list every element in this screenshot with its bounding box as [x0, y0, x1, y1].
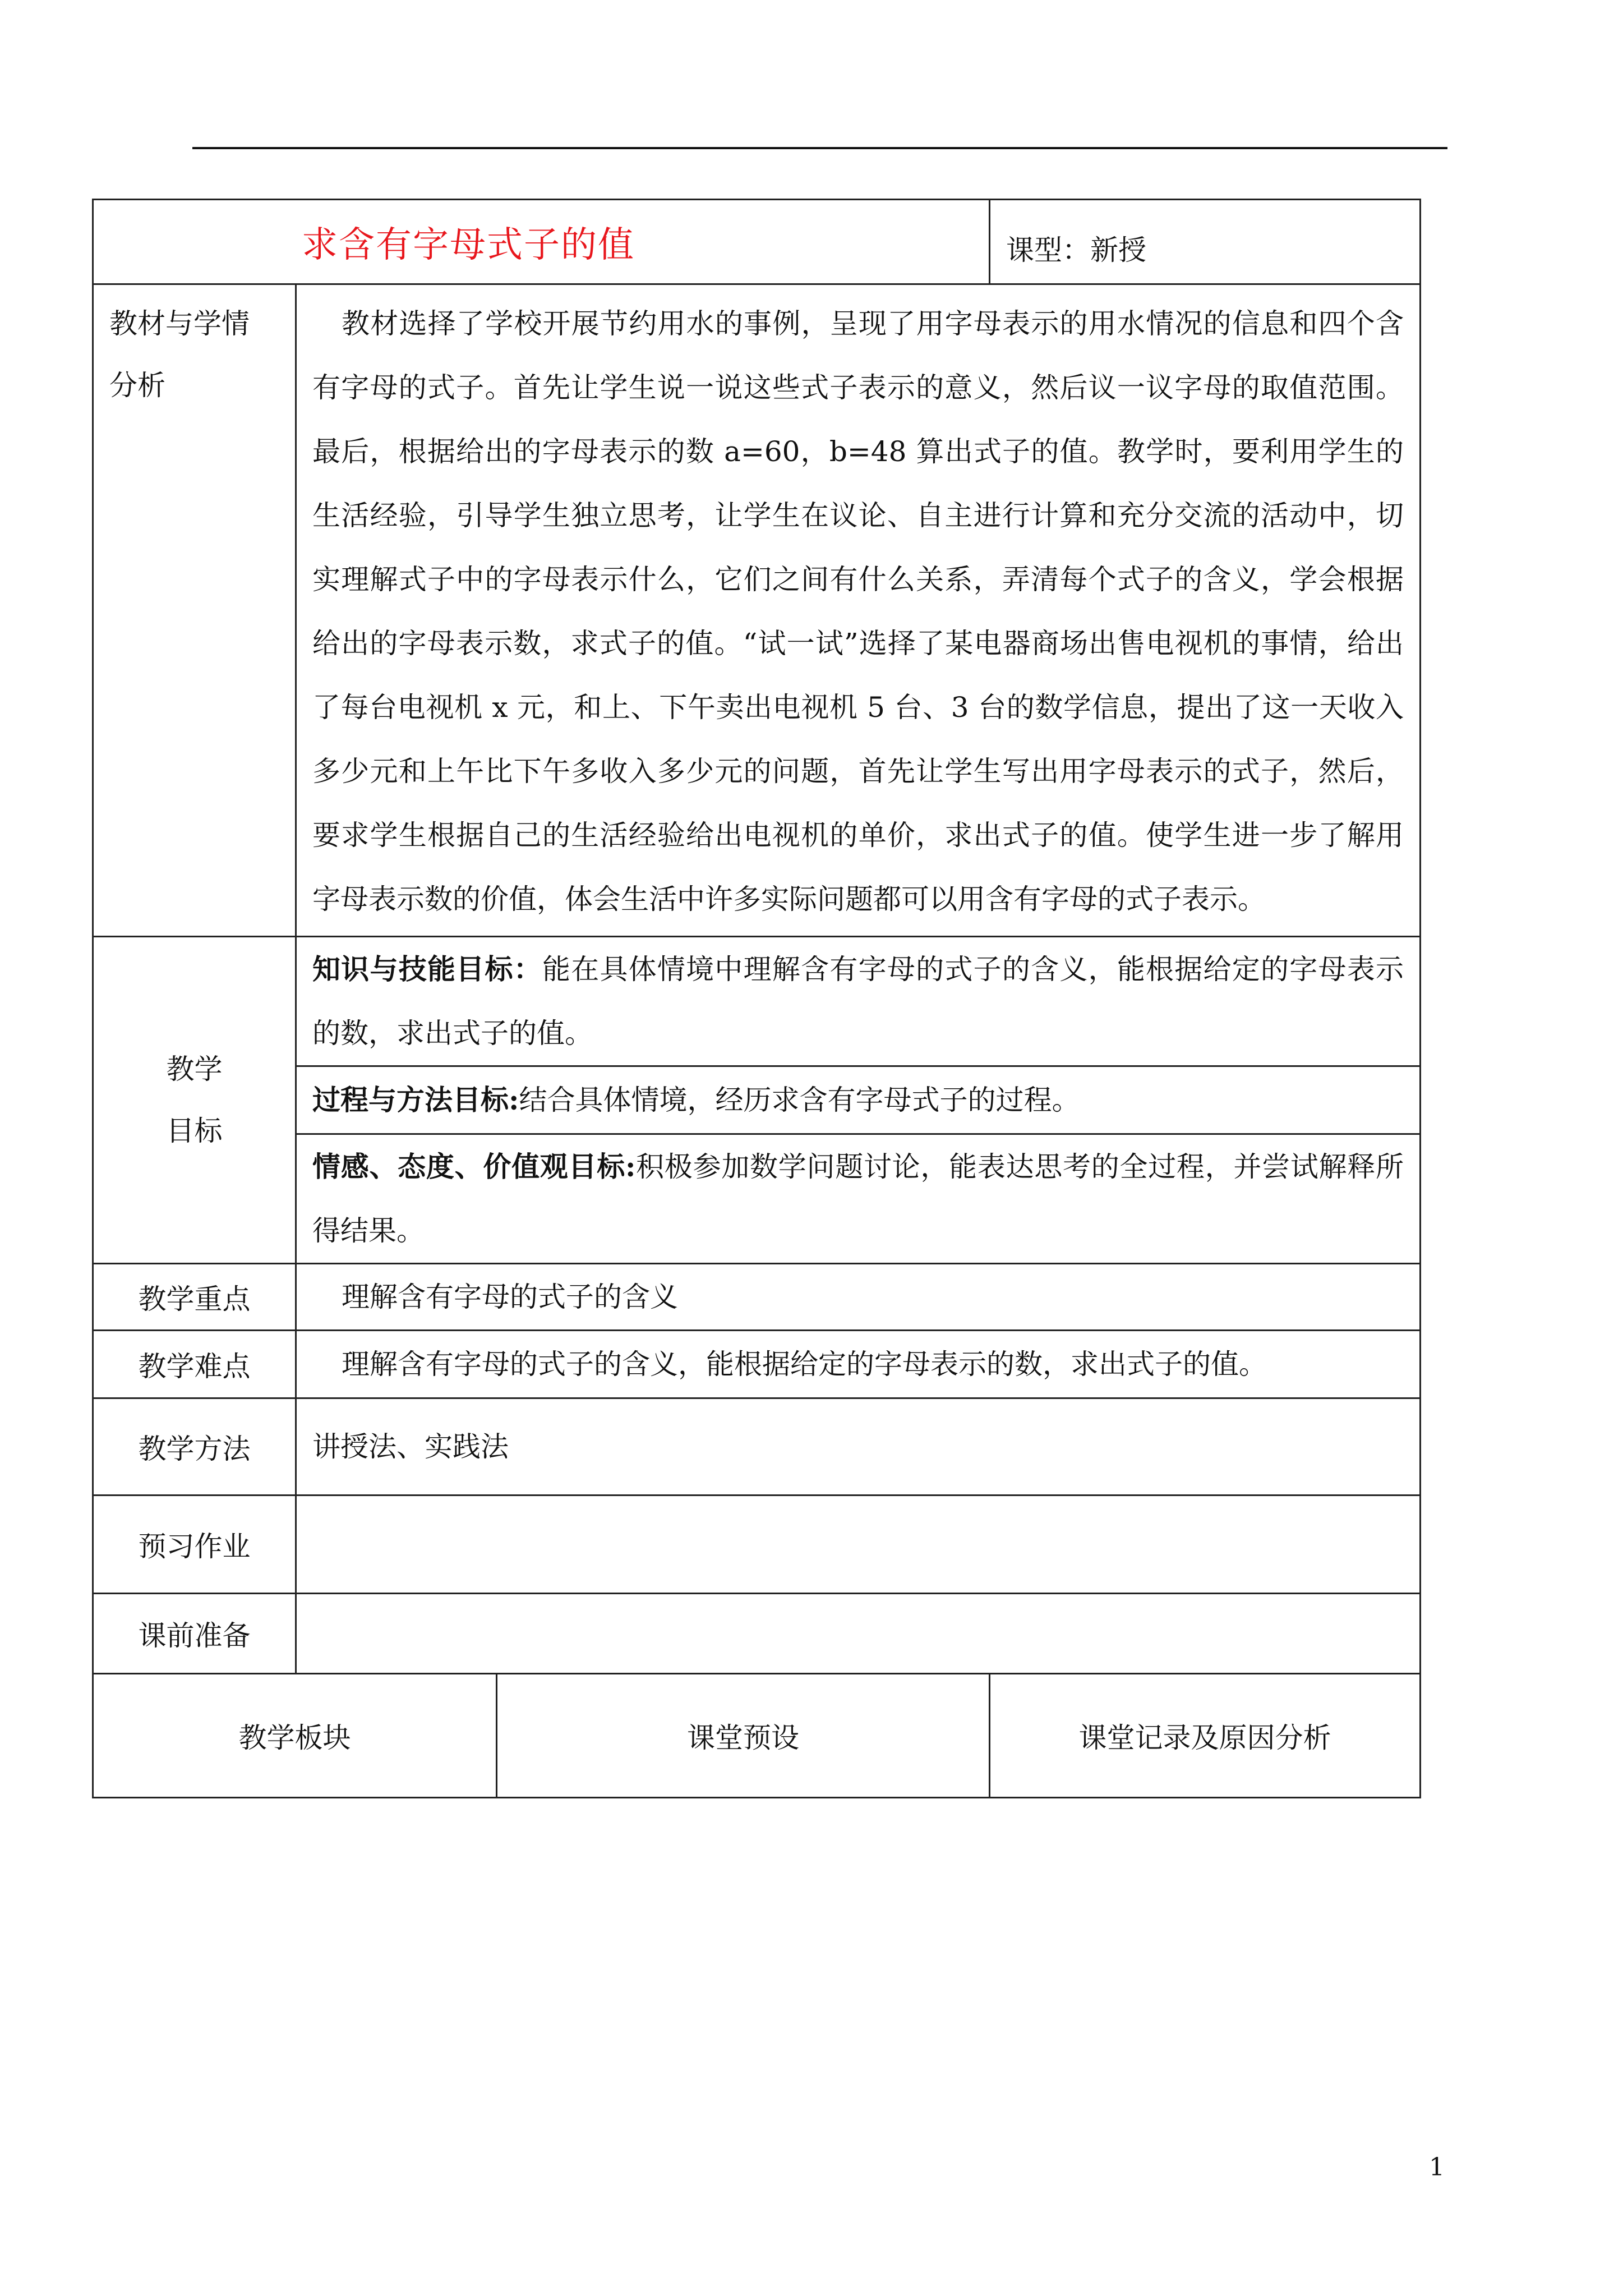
- key-point-label: 教学重点: [93, 1264, 296, 1331]
- process-goal-cell: [296, 1066, 1421, 1134]
- preview-label: 预习作业: [93, 1496, 296, 1594]
- section-header-row: [93, 1674, 1421, 1798]
- method-row: [93, 1398, 1421, 1496]
- analysis-text: 教材选择了学校开展节约用水的事例，呈现了用字母表示的用水情况的信息和四个含有字母的式子。首先让学生说一说这些式子表示的意义，然后议一议字母的取值范围。最后，根据给出的字母表示的数 a=60，b=48 算出式子的值。教学时，要利用学生的生活经验，引导学生独立思考，让学生在议论、自主进行计算和充分交流的活动中，切实理解式子中的字母表示什么，它们之间有什么关系，弄清每个式子的含义，学会根据给出的字母表示数，求式子的值。“试一试”选择了某电器商场出售电视机的事情，给出了每台电视机 x 元，和上、下午卖出电视机 5 台、3 台的数学信息，提出了这一天收入多少元和上午比下午多收入多少元的问题，首先让学生写出用字母表示的式子，然后，要求学生根据自己的生活经验给出电视机的单价，求出式子的值。使学生进一步了解用字母表示数的价值，体会生活中许多实际问题都可以用含有字母的式子表示。: [312, 307, 1404, 915]
- method-cell: [296, 1398, 1421, 1496]
- lesson-title: 求含有字母式子的值: [302, 224, 635, 266]
- difficulty-text: 理解含有字母的式子的含义，能根据给定的字母表示的数，求出式子的值。: [342, 1348, 1267, 1381]
- method-label: 教学方法: [93, 1398, 296, 1496]
- analysis-row: [93, 284, 1421, 937]
- goals-label-line2: 目标: [166, 1115, 223, 1147]
- analysis-label-line2: 分析: [109, 369, 165, 402]
- preview-row: [93, 1496, 1421, 1594]
- difficulty-cell: [296, 1331, 1421, 1398]
- emotion-goal-text: 积极参加数学问题讨论，能表达思考的全过程，并尝试解释所得结果。: [312, 1151, 1404, 1247]
- lesson-plan-table: [92, 199, 1421, 1798]
- emotion-goal-cell: [296, 1134, 1421, 1264]
- key-point-row: [93, 1264, 1421, 1331]
- analysis-content-cell: [296, 284, 1421, 937]
- process-goal-text: 结合具体情境，经历求含有字母式子的过程。: [519, 1084, 1080, 1116]
- page-number: 1: [1429, 2153, 1445, 2182]
- title-row: [93, 200, 1421, 284]
- lesson-type: 课型：新授: [990, 200, 1421, 284]
- section-header-block: 教学板块: [93, 1674, 497, 1798]
- difficulty-row: [93, 1331, 1421, 1398]
- knowledge-goal-text: 能在具体情境中理解含有字母的式子的含义，能根据给定的字母表示的数，求出式子的值。: [312, 953, 1404, 1050]
- goals-label-cell: [93, 937, 296, 1264]
- header-rule: [192, 147, 1447, 149]
- preview-cell: [296, 1496, 1421, 1594]
- preparation-label: 课前准备: [93, 1594, 296, 1674]
- analysis-label-cell: [93, 284, 296, 937]
- analysis-label-line1: 教材与学情: [109, 307, 250, 340]
- emotion-goal-title: 情感、态度、价值观目标:: [312, 1150, 636, 1183]
- knowledge-goal-cell: [296, 937, 1421, 1066]
- goals-row-knowledge: [93, 937, 1421, 1066]
- preparation-row: [93, 1594, 1421, 1674]
- difficulty-label: 教学难点: [93, 1331, 296, 1398]
- title-cell: [93, 200, 990, 284]
- key-point-cell: [296, 1264, 1421, 1331]
- knowledge-goal-title: 知识与技能目标：: [312, 953, 542, 986]
- method-text: 讲授法、实践法: [312, 1430, 509, 1463]
- key-point-text: 理解含有字母的式子的含义: [342, 1281, 678, 1313]
- goals-label-line1: 教学: [166, 1053, 223, 1085]
- preparation-cell: [296, 1594, 1421, 1674]
- process-goal-title: 过程与方法目标:: [312, 1083, 519, 1116]
- section-header-preset: 课堂预设: [497, 1674, 990, 1798]
- section-header-record: 课堂记录及原因分析: [990, 1674, 1421, 1798]
